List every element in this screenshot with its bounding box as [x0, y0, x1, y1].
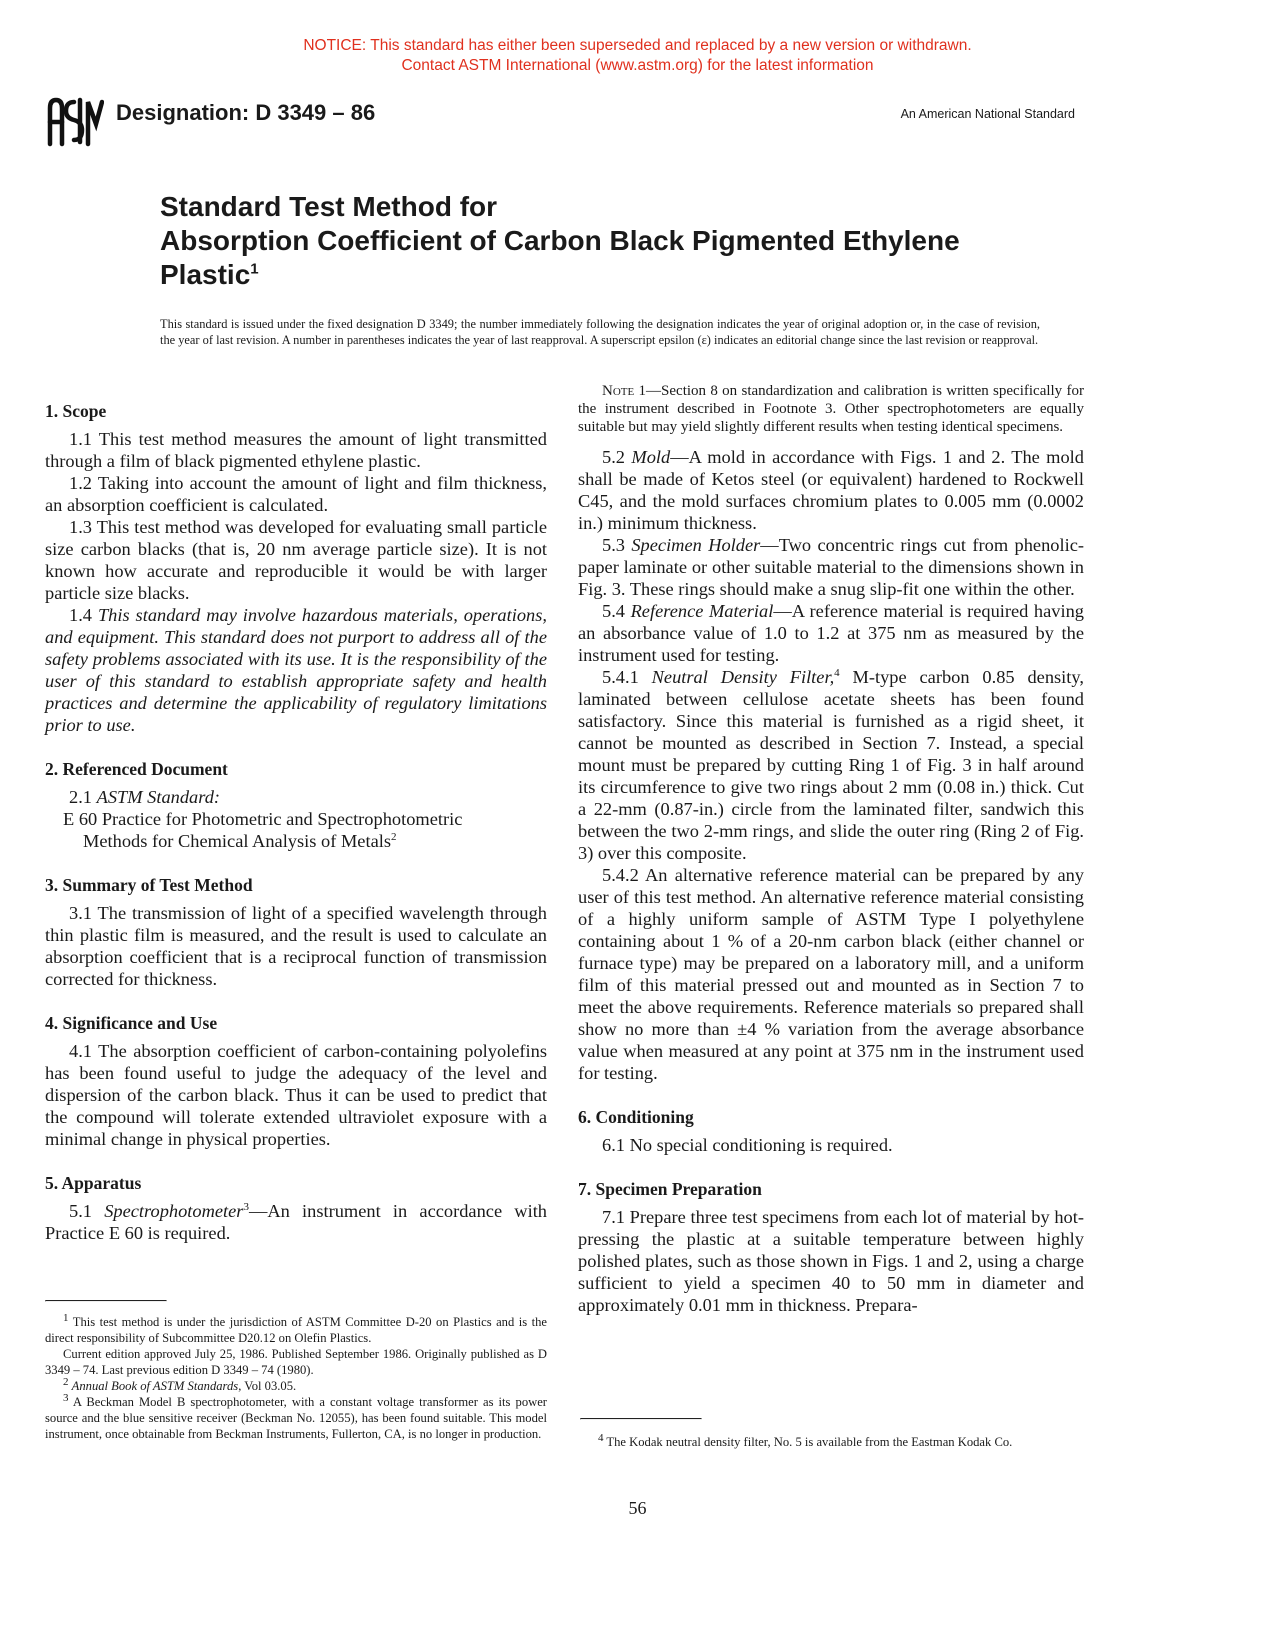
section-heading-apparatus: 5. Apparatus — [45, 1173, 142, 1193]
paragraph-5-1: 5.1 Spectrophotometer$^3$—An instrument in accordance with Practice E 60 is required. — [45, 1200, 548, 1243]
paragraph-5-3: 5.3 Specimen Holder—Two concentric rings cut from phenolic-paper laminate or other suitable material to the dimensions shown in Fig. 3. These rings should make a snug slip-fit one within the other. — [578, 535, 1084, 599]
issuance-statement: This standard is issued under the fixed designation D 3349; the number immediately following the designation indicates the year of original adoption or, in the case of revision, the year of last revision. A number in parentheses indicates the year of last reapproval. A superscript epsilon (ε) indicates an editorial change since the last revision or reapproval. — [160, 317, 1040, 347]
paragraph-1-3: 1.3 This test method was developed for evaluating small particle size carbon blacks (that is, 20 nm average particle size). It is not known how accurate and reproducible it would be with larger particle size blacks. — [45, 517, 547, 603]
footnote-1: $^1$ This test method is under the jurisdiction of ASTM Committee D-20 on Plastics and is the direct responsibility of Subcommittee D20.12 on Olefin Plastics. — [45, 1311, 547, 1345]
paragraph-7-1: 7.1 Prepare three test specimens from each lot of material by hot-pressing the plastic at a suitable temperature between highly polished plates, such as those shown in Figs. 1 and 2, using a charge sufficient to yield a specimen 40 to 50 mm in diameter and approximately 0.01 mm in thickness. Prepara- — [578, 1207, 1084, 1315]
section-heading-scope: 1. Scope — [45, 401, 107, 421]
title-footnote-ref: 1 — [250, 260, 259, 278]
paragraph-4-1: 4.1 The absorption coefficient of carbon-containing polyolefins has been found useful to judge the adequacy of the level and dispersion of the carbon black. Thus it can be used to predict that the compound will tolerate extended ultraviolet exposure with a minimal change in physical properties. — [45, 1041, 547, 1149]
note-1: Note 1—Section 8 on standardization and calibration is written specifically for the instrument described in Footnote 3. Other spectrophotometers are equally suitable but may yield slightly different results when testing identical specimens. — [578, 383, 1084, 435]
notice-line-2: Contact ASTM International (www.astm.org) for the latest information — [401, 57, 874, 74]
footnotes-right — [580, 1418, 1082, 1450]
section-heading-referenced: 2. Referenced Document — [45, 759, 228, 779]
paragraph-5-4: 5.4 Reference Material—A reference material is required having an absorbance value of 1.0 to 1.2 at 375 nm as measured by the instrument used for testing. — [578, 601, 1084, 665]
section-heading-summary: 3. Summary of Test Method — [45, 875, 253, 895]
footnote-rule-right — [580, 1418, 702, 1420]
title-line-1: Standard Test Method for — [160, 191, 498, 222]
paragraph-5-2: 5.2 Mold—A mold in accordance with Figs. 1 and 2. The mold shall be made of Ketos steel (or equivalent) hardened to Rockwell C45, and the mold surfaces chromium plates to 0.005 mm (0.0002 in.) minimum thickness. — [578, 447, 1084, 533]
astm-logo — [44, 94, 104, 150]
title-line-3: Plastic$^1$ — [160, 259, 259, 290]
footnote-4: $^4$ The Kodak neutral density filter, No. 5 is available from the Eastman Kodak Co. — [598, 1431, 1013, 1449]
footnotes-left — [45, 1300, 547, 1442]
paragraph-3-1: 3.1 The transmission of light of a specified wavelength through thin plastic film is measured, and the result is used to calculate an absorption coefficient that is a reciprocal function of transmission corrected for thickness. — [45, 903, 547, 989]
footnote-1-edition: Current edition approved July 25, 1986. Published September 1986. Originally published as D 3349 – 74. Last previous edition D 3349 – 74 (1980). — [45, 1347, 547, 1377]
footnote-2: $^2$ Annual Book of ASTM Standards, Vol 03.05. — [63, 1375, 297, 1393]
section-heading-significance: 4. Significance and Use — [45, 1013, 218, 1033]
paragraph-1-4: 1.4 This standard may involve hazardous materials, operations, and equipment. This standard does not purport to address all of the safety problems associated with its use. It is the responsibility of the user of this standard to establish appropriate safety and health practices and determine the applicability of regulatory limitations prior to use. — [45, 605, 547, 735]
paragraph-1-2: 1.2 Taking into account the amount of light and film thickness, an absorption coefficient is calculated. — [45, 473, 547, 515]
paragraph-1-1: 1.1 This test method measures the amount of light transmitted through a film of black pigmented ethylene plastic. — [45, 429, 547, 471]
footnote-rule — [45, 1300, 167, 1302]
paragraph-5-4-1: 5.4.1 Neutral Density Filter,$^4$ M-type carbon 0.85 density, laminated between cellulose acetate sheets has been found satisfactory. Since this material is furnished as a rigid sheet, it cannot be mounted as described in Section 7. Instead, a special mount must be prepared by cutting Ring 1 of Fig. 3 in half around its circumference to give two rings about 2 mm (0.08 in.) thick. Cut a 22-mm (0.87-in.) circle from the laminated filter, sandwich this between the two 2-mm rings, and slide the outer ring (Ring 2 of Fig. 3) over this composite. — [578, 666, 1084, 863]
footnote-3: $^3$ A Beckman Model B spectrophotometer, with a constant voltage transformer as its power source and the blue sensitive receiver (Beckman No. 12055), has been found suitable. This model instrument, once obtainable from Beckman Instruments, Fullerton, CA, is no longer in production. — [45, 1391, 547, 1441]
section-heading-conditioning: 6. Conditioning — [578, 1107, 694, 1127]
right-column — [578, 382, 1084, 1316]
reference-e60-cont: Methods for Chemical Analysis of Metals$^2$ — [83, 830, 397, 851]
american-national-standard: An American National Standard — [900, 107, 1075, 121]
notice-banner — [0, 36, 1275, 76]
notice-line-1: NOTICE: This standard has either been superseded and replaced by a new version or withdrawn. — [303, 37, 972, 54]
paragraph-5-4-2: 5.4.2 An alternative reference material can be prepared by any user of this test method. An alternative reference material consisting of a highly uniform sample of ASTM Type I polyethylene containing about 1 % of a 20-nm carbon black (either channel or furnace type) may be prepared on a laboratory mill, and a uniform film of this material pressed out and mounted as in Section 7 to meet the above requirements. Reference materials so prepared shall show no more than ±4 % variation from the average absorbance value when measured at any point at 375 nm in the instrument used for testing. — [578, 865, 1084, 1083]
document-title — [160, 190, 1060, 292]
left-column — [45, 400, 547, 1244]
page-number: 56 — [628, 1498, 647, 1518]
designation: Designation: D 3349 – 86 — [116, 100, 376, 125]
section-heading-preparation: 7. Specimen Preparation — [578, 1179, 762, 1199]
paragraph-2-1: 2.1 ASTM Standard: — [69, 787, 221, 807]
title-line-2: Absorption Coefficient of Carbon Black Pigmented Ethylene — [160, 225, 960, 256]
reference-e60: E 60 Practice for Photometric and Spectrophotometric — [63, 809, 463, 829]
paragraph-6-1: 6.1 No special conditioning is required. — [602, 1135, 893, 1155]
